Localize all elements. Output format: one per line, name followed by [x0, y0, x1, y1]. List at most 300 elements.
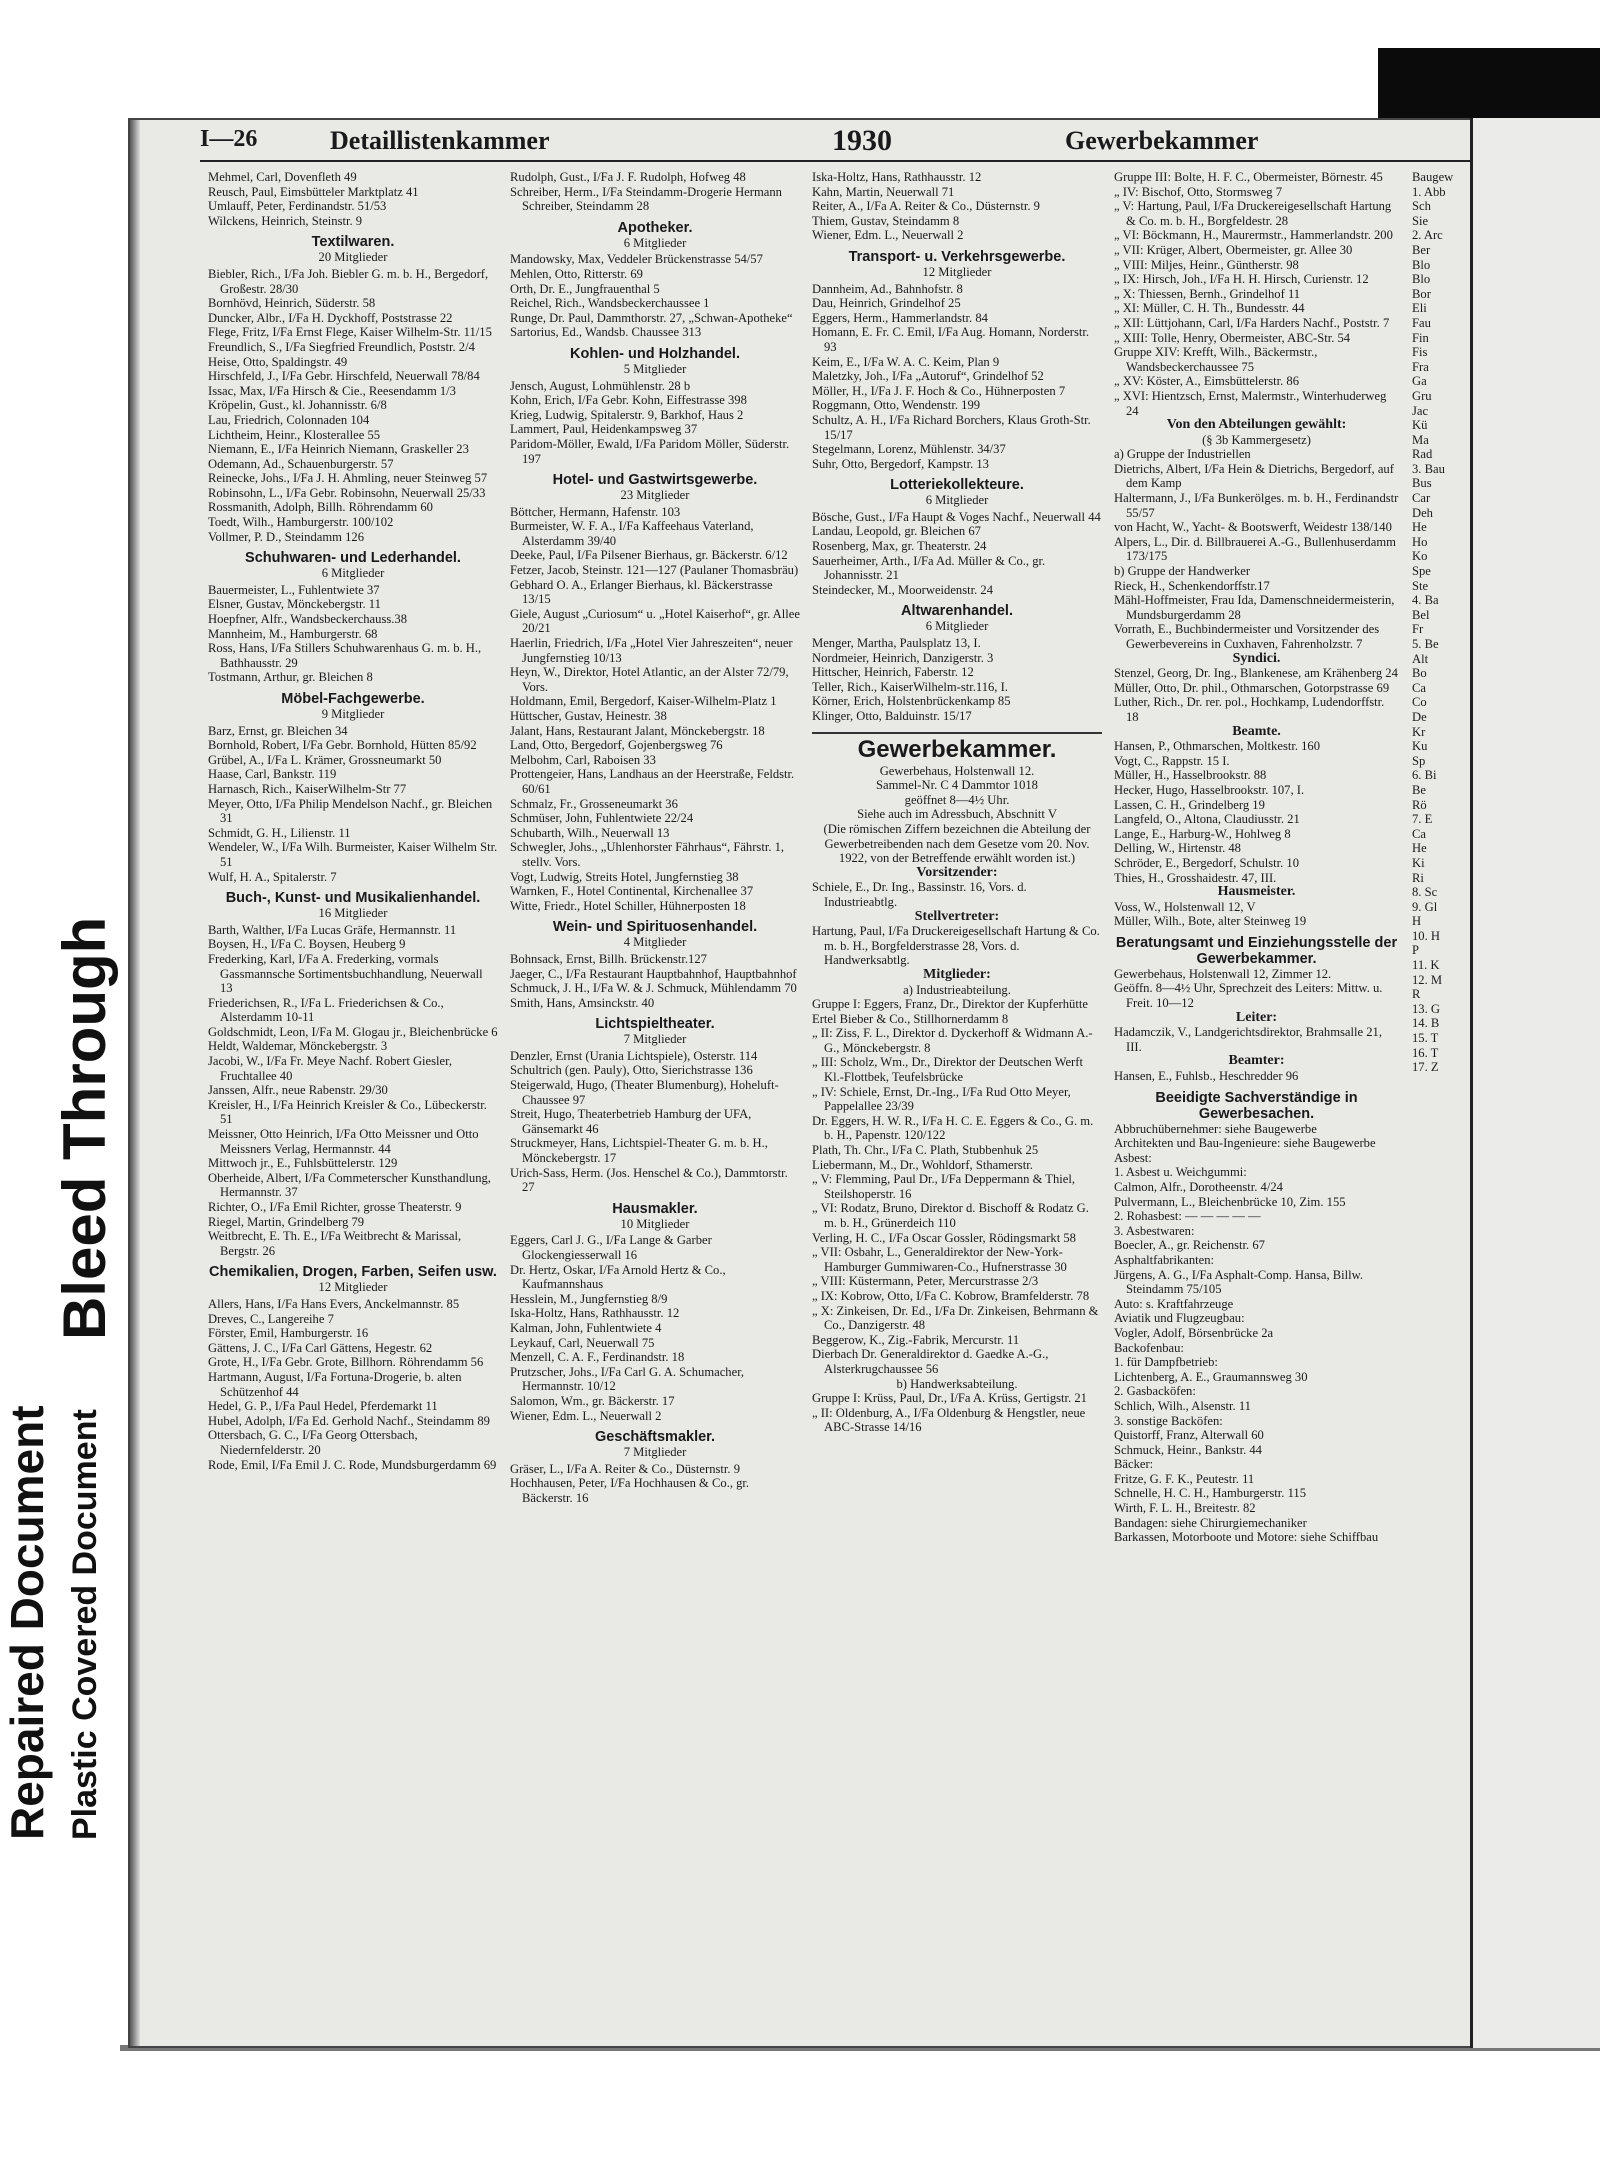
directory-entry: „ IV: Schiele, Ernst, Dr.-Ing., I/Fa Rud Otto Meyer, Pappelallee 23/39 — [812, 1084, 1071, 1114]
directory-entry: Rode, Emil, I/Fa Emil J. C. Rode, Mundsburgerdamm 69 — [208, 1457, 497, 1472]
category-heading: Beeidigte Sachverständige in Gewerbesachen. — [1155, 1089, 1358, 1122]
directory-entry: Backofenbau: — [1114, 1340, 1184, 1355]
directory-entry: Böttcher, Hermann, Hafenstr. 103 — [510, 504, 681, 519]
directory-entry: Landau, Leopold, gr. Bleichen 67 — [812, 524, 981, 539]
category-heading: Lichtspieltheater. — [595, 1016, 715, 1033]
directory-entry: „ XIII: Tolle, Henry, Obermeister, ABC-Str. 54 — [1114, 330, 1351, 345]
directory-entry: Issac, Max, I/Fa Hirsch & Cie., Reesendamm 1/3 — [208, 383, 456, 398]
directory-entry: Kalman, John, Fuhlentwiete 4 — [510, 1320, 662, 1335]
directory-entry: Oberheide, Albert, I/Fa Commeterscher Kunsthandlung, Hermannstr. 37 — [208, 1170, 491, 1200]
directory-entry: „ VII: Osbahr, L., Generaldirektor der New-York-Hamburger Gummiwaren-Co., Hufnerstrasse 30 — [812, 1245, 1067, 1274]
directory-entry: Sauerheimer, Arth., I/Fa Ad. Müller & Co., gr. Johannisstr. 21 — [812, 553, 1046, 583]
member-count: 6 Mitglieder — [925, 619, 989, 634]
bleed-through-label: Bleed Through — [51, 916, 118, 1340]
directory-entry: „ IX: Kobrow, Otto, I/Fa C. Kobrow, Bramfelderstr. 78 — [812, 1288, 1090, 1303]
directory-entry: Dau, Heinrich, Grindelhof 25 — [812, 296, 961, 311]
category-heading: Kohlen- und Holzhandel. — [570, 345, 740, 362]
directory-entry: Menzell, C. A. F., Ferdinandstr. 18 — [510, 1350, 685, 1365]
category-heading: Schuhwaren- und Lederhandel. — [245, 550, 461, 567]
directory-entry: Wiener, Edm. L., Neuerwall 2 — [510, 1408, 662, 1423]
directory-entry: Riegel, Martin, Grindelberg 79 — [208, 1214, 365, 1229]
directory-entry: Abbruchübernehmer: siehe Baugewerbe — [1114, 1121, 1317, 1136]
directory-entry: Lichtheim, Heinr., Klosterallee 55 — [208, 427, 381, 442]
directory-entry: Eggers, Herm., Hammerlandstr. 84 — [812, 310, 988, 325]
partial-line: Be — [1412, 782, 1426, 797]
directory-entry: Schiele, E., Dr. Ing., Bassinstr. 16, Vors. d. Industrieabtlg. — [812, 880, 1027, 909]
category-heading: Lotteriekollekteure. — [890, 477, 1024, 494]
directory-entry: Rosenberg, Max, gr. Theaterstr. 24 — [812, 539, 987, 554]
partial-line: Fr — [1412, 622, 1424, 637]
partial-line: Co — [1412, 695, 1427, 710]
directory-entry: Voss, W., Holstenwall 12, V — [1114, 899, 1256, 914]
directory-entry: Rieck, H., Schenkendorffstr.17 — [1114, 578, 1270, 593]
directory-entry: Hittscher, Heinrich, Faberstr. 12 — [812, 665, 974, 680]
directory-entry: Ottersbach, G. C., I/Fa Georg Ottersbach, Niedernfelderstr. 20 — [208, 1428, 418, 1457]
partial-line: 4. Ba — [1412, 593, 1439, 608]
directory-entry: Hüttscher, Gustav, Heinestr. 38 — [510, 709, 667, 723]
directory-entry: „ II: Oldenburg, A., I/Fa Oldenburg & Hengstler, neue ABC-Strasse 14/16 — [812, 1405, 1086, 1435]
partial-line: 6. Bi — [1412, 768, 1437, 783]
category-heading: Möbel-Fachgewerbe. — [281, 691, 425, 707]
directory-entry: Beggerow, K., Zig.-Fabrik, Mercurstr. 11 — [812, 1332, 1020, 1347]
centered-note: Siehe auch im Adressbuch, Abschnitt V — [857, 807, 1057, 822]
directory-entry: Gruppe III: Bolte, H. F. C., Obermeister, Börnestr. 45 — [1114, 170, 1383, 184]
directory-entry: Gruppe I: Eggers, Franz, Dr., Direktor der Kupferhütte — [812, 997, 1088, 1012]
partial-line: Ste — [1412, 578, 1429, 593]
member-count: 7 Mitglieder — [623, 1445, 687, 1460]
directory-entry: Hartmann, August, I/Fa Fortuna-Drogerie, b. alten Schützenhof 44 — [208, 1369, 462, 1399]
member-count: 23 Mitglieder — [620, 488, 690, 503]
directory-entry: „ III: Scholz, Wm., Dr., Direktor der Deutschen Werft Kl.-Flottbek, Teufelsbrücke — [812, 1055, 1083, 1085]
directory-entry: Haerlin, Friedrich, I/Fa „Hotel Vier Jahreszeiten“, neuer Jungfernstieg 10/13 — [510, 636, 793, 665]
category-heading: Buch-, Kunst- und Musikalienhandel. — [225, 890, 481, 907]
directory-entry: Dierbach Dr. Generaldirektor d. Gaedke A.-G., Alsterkrugchaussee 56 — [812, 1347, 1049, 1376]
partial-line: 7. E — [1412, 812, 1433, 827]
directory-entry: Steigerwald, Hugo, (Theater Blumenburg), Hoheluft-Chaussee 97 — [510, 1078, 779, 1107]
directory-entry: Mandowsky, Max, Veddeler Brückenstrasse 54/57 — [510, 252, 763, 267]
directory-entry: Müller, Wilh., Bote, alter Steinweg 19 — [1114, 914, 1307, 929]
directory-entry: Umlauff, Peter, Ferdinandstr. 51/53 — [208, 199, 387, 214]
directory-entry: Toedt, Wilh., Hamburgerstr. 100/102 — [208, 515, 394, 530]
partial-line: He — [1412, 520, 1427, 535]
partial-line: Fra — [1412, 359, 1429, 374]
directory-entry: Alpers, L., Dir. d. Billbrauerei A.-G., Bullenhuserdamm 173/175 — [1114, 534, 1396, 564]
partial-line: 2. Arc — [1412, 228, 1443, 243]
directory-entry: Wiener, Edm. L., Neuerwall 2 — [812, 228, 964, 243]
directory-entry: Bauermeister, L., Fuhlentwiete 37 — [208, 582, 380, 597]
partial-line: Sch — [1412, 199, 1431, 214]
subsection-heading: Syndici. — [1232, 650, 1281, 666]
partial-line: Ko — [1412, 549, 1428, 564]
directory-entry: Asphaltfabrikanten: — [1114, 1252, 1215, 1267]
plastic-covered-label: Plastic Covered Document — [66, 1409, 104, 1840]
category-heading: Textilwaren. — [311, 234, 395, 251]
directory-entry: Mehmel, Carl, Dovenfleth 49 — [208, 170, 357, 184]
directory-entry: 2. Gasbacköfen: — [1114, 1384, 1196, 1399]
directory-entry: Grübel, A., I/Fa L. Krämer, Grossneumarkt 50 — [208, 752, 442, 767]
subsection-heading: Stellvertreter: — [914, 908, 1000, 924]
directory-entry: „ V: Hartung, Paul, I/Fa Druckereigesellschaft Hartung & Co. m. b. H., Borgfeldestr. 28 — [1114, 199, 1392, 228]
partial-line: Kr — [1412, 724, 1426, 739]
centered-note: (§ 3b Kammergesetz) — [1202, 432, 1311, 447]
directory-entry: „ II: Ziss, F. L., Direktor d. Dyckerhoff & Widmann A.-G., Mönckebergstr. 8 — [812, 1026, 1093, 1055]
directory-entry: Leykauf, Carl, Neuerwall 75 — [510, 1335, 655, 1350]
directory-entry: Kohn, Erich, I/Fa Gebr. Kohn, Eiffestrasse 398 — [510, 393, 747, 408]
directory-entry: Stegelmann, Lorenz, Mühlenstr. 34/37 — [812, 442, 1006, 457]
partial-line: 11. K — [1412, 958, 1440, 973]
directory-entry: Sartorius, Ed., Wandsb. Chaussee 313 — [510, 325, 702, 340]
repaired-document-label: Repaired Document — [1, 1405, 53, 1840]
partial-line: Deh — [1412, 505, 1433, 520]
header-right-title: Gewerbekammer — [1065, 126, 1259, 155]
directory-entry: Reusch, Paul, Eimsbütteler Marktplatz 41 — [208, 184, 419, 199]
directory-entry: Schultrich (gen. Pauly), Otto, Sierichstrasse 136 — [510, 1063, 753, 1078]
partial-line: Fin — [1412, 330, 1429, 345]
directory-entry: Bohnsack, Ernst, Billh. Brückenstr.127 — [510, 951, 707, 966]
directory-entry: Jürgens, A. G., I/Fa Asphalt-Comp. Hansa, Billw. Steindamm 75/105 — [1114, 1267, 1364, 1297]
directory-entry: Allers, Hans, I/Fa Hans Evers, Anckelmannstr. 85 — [208, 1296, 460, 1311]
directory-entry: Freundlich, S., I/Fa Siegfried Freundlich, Poststr. 2/4 — [208, 339, 475, 354]
directory-entry: Iska-Holtz, Hans, Rathhausstr. 12 — [812, 170, 982, 184]
directory-entry: Rossmanith, Adolph, Billh. Röhrendamm 60 — [208, 500, 433, 515]
directory-entry: Schreiber, Herm., I/Fa Steindamm-Drogerie Hermann Schreiber, Steindamm 28 — [510, 184, 782, 214]
directory-entry: Jalant, Hans, Restaurant Jalant, Mönckebergstr. 18 — [510, 723, 765, 738]
directory-entry: Tostmann, Arthur, gr. Bleichen 8 — [208, 670, 373, 685]
directory-entry: Lammert, Paul, Heidenkampsweg 37 — [510, 422, 698, 437]
directory-entry: Haltermann, J., I/Fa Bunkerölges. m. b. H., Ferdinandstr 55/57 — [1114, 491, 1399, 520]
directory-entry: Bornhold, Robert, I/Fa Gebr. Bornhold, Hütten 85/92 — [208, 738, 477, 753]
partial-line: Ca — [1412, 826, 1426, 841]
directory-entry: Hoepfner, Alfr., Wandsbeckerchauss.38 — [208, 612, 407, 627]
partial-line: He — [1412, 841, 1427, 856]
directory-entry: Grote, H., I/Fa Gebr. Grote, Billhorn. Röhrendamm 56 — [208, 1355, 484, 1370]
directory-entry: Meissner, Otto Heinrich, I/Fa Otto Meissner und Otto Meissners Verlag, Hermannstr. 44 — [208, 1127, 479, 1156]
partial-line: Ma — [1412, 432, 1429, 447]
directory-entry: Hedel, G. P., I/Fa Paul Hedel, Pferdemarkt 11 — [208, 1399, 438, 1414]
centered-note: geöffnet 8—4½ Uhr. — [904, 792, 1010, 807]
directory-entry: Steindecker, M., Moorweidenstr. 24 — [812, 582, 994, 597]
directory-entry: Flege, Fritz, I/Fa Ernst Flege, Kaiser Wilhelm-Str. 11/15 — [208, 325, 492, 340]
directory-entry: Goldschmidt, Leon, I/Fa M. Glogau jr., Bleichenbrücke 6 — [208, 1024, 498, 1039]
directory-entry: Struckmeyer, Hans, Lichtspiel-Theater G. m. b. H., Mönckebergstr. 17 — [510, 1136, 768, 1166]
adjacent-page-strip — [1470, 118, 1600, 2048]
member-count: 16 Mitglieder — [318, 906, 388, 921]
directory-entry: Vogt, C., Rappstr. 15 I. — [1114, 753, 1230, 768]
directory-entry: Thies, H., Grosshaidestr. 47, III. — [1114, 870, 1277, 885]
column-3 — [812, 170, 1102, 2040]
page-header — [200, 124, 1481, 162]
directory-entry: Asbest: — [1114, 1150, 1152, 1165]
directory-entry: Calmon, Alfr., Dorotheenstr. 4/24 — [1114, 1180, 1283, 1194]
directory-entry: Langfeld, O., Altona, Claudiusstr. 21 — [1114, 812, 1300, 827]
directory-entry: Möller, H., I/Fa J. F. Hoch & Co., Hühnerposten 7 — [812, 383, 1066, 398]
directory-entry: Orth, Dr. E., Jungfrauenthal 5 — [510, 281, 660, 296]
subsection-heading: Leiter: — [1235, 1009, 1278, 1025]
directory-entry: Lange, E., Harburg-W., Hohlweg 8 — [1114, 826, 1291, 841]
directory-entry: Dietrichs, Albert, I/Fa Hein & Dietrichs, Bergedorf, auf dem Kamp — [1114, 461, 1394, 491]
partial-line: 10. H — [1412, 928, 1440, 943]
partial-line: Sp — [1412, 753, 1426, 768]
directory-entry: „ XI: Müller, C. H. Th., Bundesstr. 44 — [1114, 301, 1305, 316]
directory-entry: Duncker, Albr., I/Fa H. Dyckhoff, Poststrasse 22 — [208, 310, 453, 325]
partial-line: Bor — [1412, 286, 1431, 301]
directory-entry: Weitbrecht, E. Th. E., I/Fa Weitbrecht & Marissal, Bergstr. 26 — [208, 1229, 462, 1258]
directory-entry: Thiem, Gustav, Steindamm 8 — [812, 213, 960, 228]
subsection-heading: Von den Abteilungen gewählt: — [1166, 417, 1347, 433]
directory-entry: Reiter, A., I/Fa A. Reiter & Co., Düsternstr. 9 — [812, 199, 1040, 214]
directory-entry: Lau, Friedrich, Colonnaden 104 — [208, 412, 370, 427]
directory-entry: Gewerbehaus, Holstenwall 12, Zimmer 12. — [1114, 966, 1332, 981]
directory-entry: Dannheim, Ad., Bahnhofstr. 8 — [812, 281, 963, 296]
directory-entry: Hesslein, M., Jungfernstieg 8/9 — [510, 1291, 668, 1306]
directory-entry: Schnelle, H. C. H., Hamburgerstr. 115 — [1114, 1486, 1307, 1501]
partial-line: R — [1412, 987, 1421, 1002]
directory-entry: Ross, Hans, I/Fa Stillers Schuhwarenhaus G. m. b. H., Bathhausstr. 29 — [208, 641, 482, 670]
directory-entry: Dreves, C., Langereihe 7 — [208, 1311, 334, 1326]
directory-entry: Barz, Ernst, gr. Bleichen 34 — [208, 723, 348, 738]
directory-entry: Bäcker: — [1114, 1457, 1154, 1472]
member-count: 12 Mitglieder — [922, 264, 992, 279]
directory-entry: Vollmer, P. D., Steindamm 126 — [208, 529, 364, 544]
member-count: 4 Mitglieder — [623, 935, 687, 950]
partial-line: Bo — [1412, 666, 1427, 681]
directory-entry: Stenzel, Georg, Dr. Ing., Blankenese, am Krähenberg 24 — [1114, 666, 1398, 681]
directory-entry: Lassen, C. H., Grindelberg 19 — [1114, 797, 1265, 812]
directory-entry: Jaeger, C., I/Fa Restaurant Hauptbahnhof, Hauptbahnhof — [510, 966, 797, 981]
directory-entry: Schlich, Wilh., Alsenstr. 11 — [1114, 1398, 1251, 1413]
directory-entry: „ XVI: Hientzsch, Ernst, Malermstr., Winterhuderweg 24 — [1114, 388, 1387, 418]
directory-entry: von Hacht, W., Yacht- & Bootswerft, Weidestr 138/140 — [1114, 520, 1392, 535]
directory-entry: Boysen, H., I/Fa C. Boysen, Heuberg 9 — [208, 937, 406, 952]
member-count: 6 Mitglieder — [321, 566, 385, 581]
directory-entry: Denzler, Ernst (Urania Lichtspiele), Osterstr. 114 — [510, 1048, 758, 1063]
directory-entry: Harnasch, Rich., KaiserWilhelm-Str 77 — [208, 781, 407, 796]
directory-entry: Witte, Friedr., Hotel Schiller, Hühnerposten 18 — [510, 898, 746, 913]
subsection-heading: Beamter: — [1228, 1053, 1285, 1069]
partial-line: Spe — [1412, 564, 1431, 579]
directory-entry: Maletzky, Joh., I/Fa „Autoruf“, Grindelhof 52 — [812, 369, 1044, 384]
directory-entry: „ XV: Köster, A., Eimsbüttelerstr. 86 — [1114, 374, 1299, 389]
directory-entry: Verling, H. C., I/Fa Oscar Gossler, Rödingsmarkt 58 — [812, 1230, 1076, 1245]
directory-entry: Eggers, Carl J. G., I/Fa Lange & Garber Glockengiesserwall 16 — [510, 1233, 712, 1262]
partial-line: 16. T — [1412, 1045, 1439, 1060]
directory-entry: Robinsohn, L., I/Fa Gebr. Robinsohn, Neuerwall 25/33 — [208, 485, 486, 500]
partial-line: 1. Abb — [1412, 184, 1446, 199]
directory-entry: Heldt, Waldemar, Mönckebergstr. 3 — [208, 1039, 388, 1054]
directory-entry: Quistorff, Franz, Alterwall 60 — [1114, 1428, 1264, 1443]
member-count: 12 Mitglieder — [318, 1280, 388, 1295]
directory-entry: Gräser, L., I/Fa A. Reiter & Co., Düsternstr. 9 — [510, 1461, 740, 1476]
member-count: 6 Mitglieder — [925, 493, 989, 508]
category-heading: Geschäftsmakler. — [594, 1429, 716, 1446]
directory-entry: Kröpelin, Gust., kl. Johannisstr. 6/8 — [208, 398, 387, 413]
partial-line: Jac — [1412, 403, 1429, 418]
partial-line: Ca — [1412, 680, 1426, 695]
partial-line: 17. Z — [1412, 1060, 1439, 1075]
directory-entry: Prutzscher, Johs., I/Fa Carl G. A. Schumacher, Hermannstr. 10/12 — [510, 1364, 745, 1394]
directory-entry: Burmeister, W. F. A., I/Fa Kaffeehaus Vaterland, Alsterdamm 39/40 — [510, 519, 754, 548]
directory-entry: Janssen, Alfr., neue Rabenstr. 29/30 — [208, 1083, 388, 1098]
category-heading: Chemikalien, Drogen, Farben, Seifen usw. — [209, 1264, 497, 1281]
directory-entry: Lichtenberg, A. E., Graumannsweg 30 — [1114, 1369, 1308, 1384]
directory-entry: Reinecke, Johs., I/Fa J. H. Ahmling, neuer Steinweg 57 — [208, 471, 488, 486]
category-heading: Beratungsamt und Einziehungsstelle der Gewerbekammer. — [1115, 934, 1398, 967]
book-page — [128, 118, 1483, 2048]
directory-entry: Keim, E., I/Fa W. A. C. Keim, Plan 9 — [812, 354, 1000, 369]
directory-entry: Gruppe I: Krüss, Paul, Dr., I/Fa A. Krüss, Gertigstr. 21 — [812, 1391, 1087, 1406]
directory-entry: Biebler, Rich., I/Fa Joh. Biebler G. m. b. H., Bergedorf, Großestr. 28/30 — [208, 266, 489, 296]
centered-note: (Die römischen Ziffern bezeichnen die Abteilung der Gewerbetreibenden nach dem Gesetze vom 20. Nov. 1922, von der Betreffende erwählt worden ist.) — [823, 821, 1091, 866]
directory-entry: 2. Rohasbest: — — — — — — [1114, 1209, 1261, 1224]
directory-entry: Müller, Otto, Dr. phil., Othmarschen, Gotorpstrasse 69 — [1114, 680, 1390, 695]
directory-entry: Friederichsen, R., I/Fa L. Friederichsen & Co., Alsterdamm 10-11 — [208, 995, 444, 1025]
directory-entry: Geöffn. 8—4½ Uhr, Sprechzeit des Leiters: Mittw. u. Freit. 10—12 — [1114, 981, 1383, 1011]
directory-entry: Gebhard O. A., Erlanger Bierhaus, kl. Bäckerstrasse 13/15 — [510, 577, 773, 607]
directory-entry: Klinger, Otto, Balduinstr. 15/17 — [812, 709, 972, 723]
directory-entry: Roggmann, Otto, Wendenstr. 199 — [812, 398, 981, 413]
partial-line: Bel — [1412, 607, 1430, 622]
directory-entry: Fetzer, Jacob, Steinstr. 121—127 (Paulaner Thomasbräu) — [510, 563, 799, 578]
directory-entry: Vogler, Adolf, Börsenbrücke 2a — [1114, 1325, 1274, 1340]
directory-entry: Barth, Walther, I/Fa Lucas Gräfe, Hermannstr. 11 — [208, 922, 457, 937]
partial-line: Kü — [1412, 418, 1428, 433]
subsection-heading: Vorsitzender: — [916, 864, 998, 880]
directory-entry: Paridom-Möller, Ewald, I/Fa Paridom Möller, Süderstr. 197 — [510, 436, 790, 466]
partial-line: Ki — [1412, 855, 1425, 870]
directory-entry: Meyer, Otto, I/Fa Philip Mendelson Nachf., gr. Bleichen 31 — [208, 796, 493, 826]
partial-line: Ho — [1412, 534, 1428, 549]
directory-entry: Wilckens, Heinrich, Steinstr. 9 — [208, 213, 363, 228]
centered-note: Sammel-Nr. C 4 Dammtor 1018 — [876, 778, 1038, 793]
directory-entry: Menger, Martha, Paulsplatz 13, I. — [812, 636, 981, 651]
directory-entry: Mähl-Hoffmeister, Frau Ida, Damenschneidermeisterin, Mundsburgerdamm 28 — [1114, 593, 1395, 622]
directory-entry: „ XII: Lüttjohann, Carl, I/Fa Harders Nachf., Poststr. 7 — [1114, 315, 1390, 330]
directory-entry: Plath, Th. Chr., I/Fa C. Plath, Stubbenhuk 25 — [812, 1143, 1039, 1158]
partial-line: Car — [1412, 491, 1431, 506]
directory-entry: Hadamczik, V., Landgerichtsdirektor, Brahmsalle 21, III. — [1114, 1025, 1382, 1054]
directory-entry: Gruppe XIV: Krefft, Wilh., Bäckermstr., Wandsbeckerchaussee 75 — [1114, 345, 1318, 374]
column-2 — [510, 170, 800, 2040]
directory-entry: Mittwoch jr., E., Fuhlsbüttelerstr. 129 — [208, 1156, 398, 1171]
directory-entry: Förster, Emil, Hamburgerstr. 16 — [208, 1326, 369, 1341]
category-heading: Wein- und Spirituosenhandel. — [552, 919, 758, 936]
directory-entry: Boecler, A., gr. Reichenstr. 67 — [1114, 1238, 1265, 1253]
directory-entry: Schmuck, Heinr., Bankstr. 44 — [1114, 1442, 1262, 1457]
directory-entry: „ VIII: Küstermann, Peter, Mercurstrasse 2/3 — [812, 1274, 1039, 1289]
member-count: 9 Mitglieder — [321, 707, 385, 721]
directory-entry: Rudolph, Gust., I/Fa J. F. Rudolph, Hofweg 48 — [510, 170, 746, 184]
partial-line: 9. Gl — [1412, 899, 1438, 914]
partial-line: Eli — [1412, 301, 1427, 316]
directory-entry: Giele, August „Curiosum“ u. „Hotel Kaiserhof“, gr. Allee 20/21 — [510, 606, 800, 636]
directory-entry: Homann, E. Fr. C. Emil, I/Fa Aug. Homann, Norderstr. 93 — [812, 325, 1090, 354]
member-count: 5 Mitglieder — [623, 361, 687, 376]
partial-line: Ber — [1412, 242, 1431, 257]
directory-entry: Schmalz, Fr., Grosseneumarkt 36 — [510, 796, 678, 811]
partial-line: Blo — [1412, 272, 1431, 287]
directory-entry: Jensch, August, Lohmühlenstr. 28 b — [510, 378, 691, 393]
centered-note: b) Handwerksabteilung. — [896, 1376, 1018, 1391]
directory-entry: Bösche, Gust., I/Fa Haupt & Voges Nachf., Neuerwall 44 — [812, 509, 1101, 524]
partial-line: Fis — [1412, 345, 1428, 360]
directory-entry: b) Gruppe der Handwerker — [1114, 564, 1251, 579]
column-1 — [208, 170, 498, 2040]
directory-entry: Delling, W., Hirtenstr. 48 — [1114, 841, 1241, 856]
directory-entry: „ IV: Bischof, Otto, Stormsweg 7 — [1114, 184, 1283, 199]
page-binding-shadow — [130, 120, 140, 2046]
directory-entry: Krieg, Ludwig, Spitalerstr. 9, Barkhof, Haus 2 — [510, 407, 744, 422]
partial-line: Rö — [1412, 797, 1427, 812]
directory-entry: Schmidt, G. H., Lilienstr. 11 — [208, 825, 351, 840]
directory-entry: Barkassen, Motorboote und Motore: siehe Schiffbau — [1114, 1530, 1379, 1545]
directory-entry: 1. für Dampfbetrieb: — [1114, 1355, 1218, 1370]
directory-entry: Reichel, Rich., Wandsbeckerchaussee 1 — [510, 296, 710, 311]
partial-line: 5. Be — [1412, 637, 1439, 651]
side-labels — [0, 820, 120, 1840]
partial-line: Baugew — [1412, 170, 1454, 184]
directory-entry: „ VI: Rodatz, Bruno, Direktor d. Bischoff & Rodatz G. m. b. H., Grünerdeich 110 — [812, 1201, 1089, 1230]
directory-entry: Nordmeier, Heinrich, Danzigerstr. 3 — [812, 650, 994, 665]
directory-entry: Auto: s. Kraftfahrzeuge — [1114, 1296, 1234, 1311]
category-heading: Transport- u. Verkehrsgewerbe. — [848, 248, 1066, 265]
directory-entry: Gättens, J. C., I/Fa Carl Gättens, Hegestr. 62 — [208, 1340, 433, 1355]
directory-entry: Odemann, Ad., Schauenburgerstr. 57 — [208, 456, 394, 471]
directory-entry: Fritze, G. F. K., Peutestr. 11 — [1114, 1471, 1255, 1486]
directory-entry: Suhr, Otto, Bergedorf, Kampstr. 13 — [812, 456, 989, 471]
directory-entry: Schwegler, Johs., „Uhlenhorster Fährhaus“, Fährstr. 1, stellv. Vors. — [510, 840, 785, 869]
directory-entry: Kahn, Martin, Neuerwall 71 — [812, 184, 955, 199]
category-heading: Hausmakler. — [612, 1200, 698, 1217]
partial-line: Blo — [1412, 257, 1431, 272]
directory-entry: Elsner, Gustav, Mönckebergstr. 11 — [208, 597, 381, 612]
subsection-heading: Beamte. — [1232, 723, 1281, 739]
partial-line: 15. T — [1412, 1031, 1439, 1046]
directory-entry: Jacobi, W., I/Fa Fr. Meye Nachf. Robert Giesler, Fruchtallee 40 — [208, 1054, 452, 1083]
directory-entry: Liebermann, M., Dr., Wohldorf, Sthamerstr. — [812, 1157, 1033, 1172]
header-year: 1930 — [832, 124, 892, 157]
member-count: 6 Mitglieder — [623, 235, 687, 250]
directory-entry: Warnken, F., Hotel Continental, Kirchenallee 37 — [510, 884, 754, 899]
subsection-heading: Mitglieder: — [923, 966, 991, 982]
directory-entry: Richter, O., I/Fa Emil Richter, grosse Theaterstr. 9 — [208, 1200, 462, 1214]
directory-entry: Vogt, Ludwig, Streits Hotel, Jungfernstieg 38 — [510, 869, 739, 884]
directory-entry: „ VIII: Miljes, Heinr., Güntherstr. 98 — [1114, 257, 1299, 272]
directory-entry: Körner, Erich, Holstenbrückenkamp 85 — [812, 694, 1011, 709]
partial-line: Alt — [1412, 651, 1429, 666]
directory-entry: Architekten und Bau-Ingenieure: siehe Baugewerbe — [1114, 1136, 1376, 1151]
directory-entry: Vorrath, E., Buchbindermeister und Vorsitzender des Gewerbevereins in Cuxhaven, Fahrenholzstr. 7 — [1114, 622, 1380, 651]
partial-line: Rad — [1412, 447, 1433, 462]
member-count: 20 Mitglieder — [318, 250, 388, 265]
partial-line: 13. G — [1412, 1001, 1440, 1016]
directory-entry: Haase, Carl, Bankstr. 119 — [208, 767, 337, 782]
directory-entry: Iska-Holtz, Hans, Rathhausstr. 12 — [510, 1306, 680, 1321]
directory-entry: „ VI: Böckmann, H., Maurermstr., Hammerlandstr. 200 — [1114, 228, 1393, 243]
directory-entry: „ VII: Krüger, Albert, Obermeister, gr. Allee 30 — [1114, 242, 1353, 257]
column-4 — [1114, 170, 1399, 2040]
centered-note: a) Industrieabteilung. — [903, 982, 1011, 997]
category-heading: Altwarenhandel. — [901, 603, 1013, 620]
directory-entry: Müller, H., Hasselbrookstr. 88 — [1114, 768, 1267, 783]
directory-entry: Deeke, Paul, I/Fa Pilsener Bierhaus, gr. Bäckerstr. 6/12 — [510, 548, 788, 563]
subsection-heading: Hausmeister. — [1217, 884, 1296, 900]
header-left-title: Detaillistenkammer — [330, 126, 550, 155]
directory-entry: Hartung, Paul, I/Fa Druckereigesellschaft Hartung & Co. m. b. H., Borgfelderstrasse 28, Vors. d. Handwerksabtlg. — [812, 924, 1100, 968]
directory-entry: Dr. Eggers, H. W. R., I/Fa H. C. E. Eggers & Co., G. m. b. H., Papenstr. 120/122 — [812, 1113, 1094, 1143]
directory-entry: Dr. Hertz, Oskar, I/Fa Arnold Hertz & Co., Kaufmannshaus — [510, 1262, 726, 1292]
category-heading: Hotel- und Gastwirtsgewerbe. — [552, 472, 758, 489]
directory-entry: Kreisler, H., I/Fa Heinrich Kreisler & Co., Lübeckerstr. 51 — [208, 1097, 487, 1127]
